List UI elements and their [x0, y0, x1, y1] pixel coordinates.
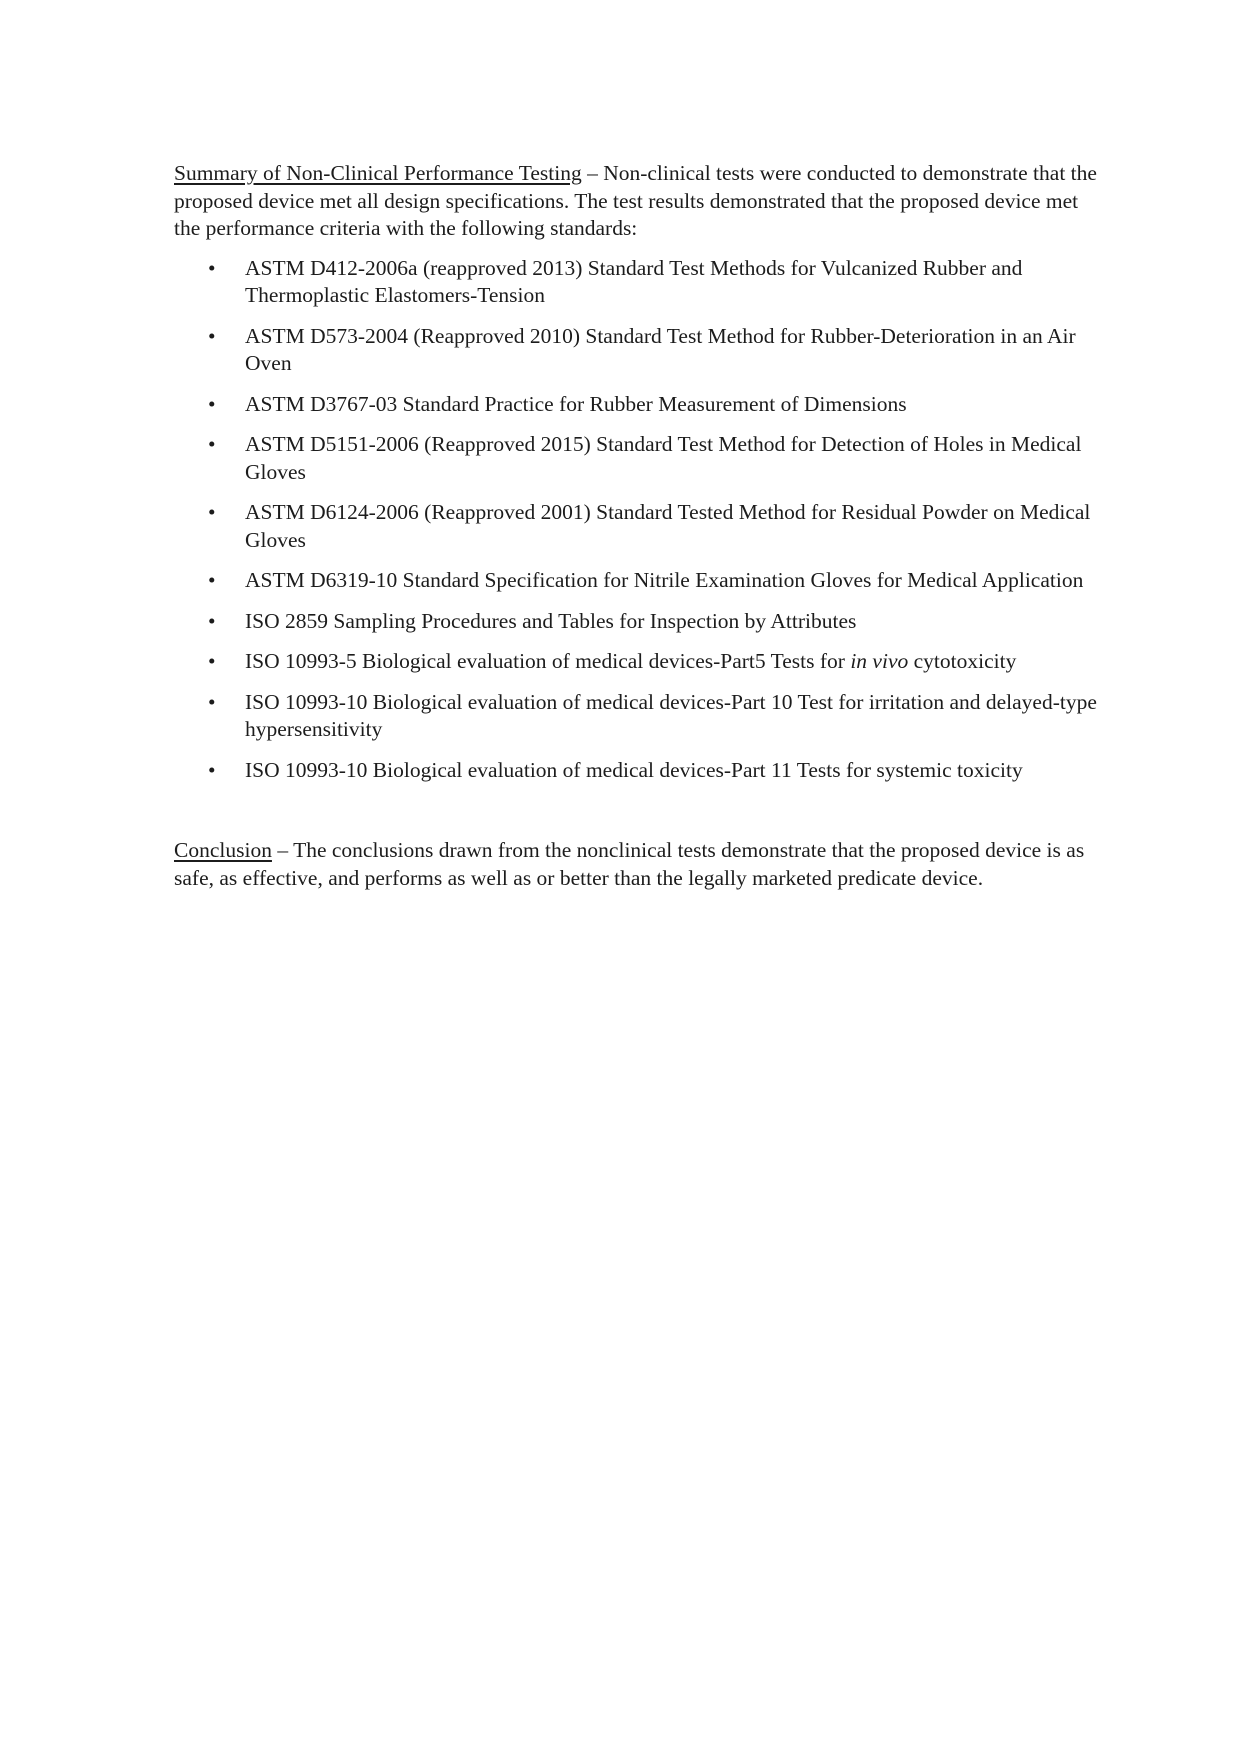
standard-text: ISO 10993-10 Biological evaluation of medical devices-Part 10 Test for irritation and delayed-type hypersensitivity — [245, 689, 1097, 741]
standard-text: cytotoxicity — [908, 649, 1017, 673]
summary-text: Non-clinical tests were conducted to demonstrate that the proposed device met all design specifications. The test results demonstrated that the proposed device met the performance criteria with the following standards: — [174, 161, 1097, 240]
bullet-icon: • — [208, 568, 216, 592]
list-item — [174, 567, 1104, 595]
bullet-icon: • — [208, 757, 216, 782]
summary-paragraph — [174, 160, 1104, 243]
standard-text: ASTM D6124-2006 (Reapproved 2001) Standard Tested Method for Residual Powder on Medical Gloves — [245, 500, 1091, 552]
summary-heading: Summary of Non-Clinical Performance Testing — [174, 161, 582, 185]
list-item — [174, 689, 1104, 744]
standard-text: ISO 10993-5 Biological evaluation of medical devices-Part5 Tests for — [245, 649, 851, 673]
bullet-icon: • — [208, 689, 216, 714]
list-item — [174, 323, 1104, 378]
standard-text: ASTM D3767-03 Standard Practice for Rubber Measurement of Dimensions — [245, 391, 907, 416]
bullet-icon: • — [208, 649, 216, 673]
standard-text-italic: in vivo — [850, 649, 909, 673]
list-item — [174, 431, 1104, 486]
conclusion-paragraph — [174, 837, 1104, 892]
standard-text: ASTM D412-2006a (reapproved 2013) Standard Test Methods for Vulcanized Rubber and Thermoplastic Elastomers-Tension — [245, 255, 1023, 307]
bullet-icon: • — [208, 608, 216, 633]
conclusion-dash: – — [271, 838, 294, 862]
standard-text: ASTM D573-2004 (Reapproved 2010) Standard Test Method for Rubber-Deterioration in an Air Oven — [245, 323, 1076, 375]
standard-text: ASTM D5151-2006 (Reapproved 2015) Standard Test Method for Detection of Holes in Medical Gloves — [245, 432, 1082, 484]
bullet-icon: • — [208, 255, 216, 280]
bullet-icon: • — [208, 432, 216, 456]
bullet-icon: • — [208, 500, 216, 524]
standard-text: ISO 2859 Sampling Procedures and Tables for Inspection by Attributes — [245, 608, 857, 633]
list-item — [174, 648, 1104, 676]
summary-dash: – — [581, 161, 604, 185]
bullet-icon: • — [208, 323, 216, 348]
conclusion-heading: Conclusion — [174, 838, 272, 862]
list-item — [174, 608, 1104, 636]
standards-list — [174, 255, 1104, 785]
list-item — [174, 391, 1104, 419]
conclusion-text: The conclusions drawn from the nonclinical tests demonstrate that the proposed device is as safe, as effective, and performs as well as or better than the legally marketed predicate device. — [174, 838, 1085, 890]
list-item — [174, 499, 1104, 554]
list-item — [174, 757, 1104, 785]
standard-text: ASTM D6319-10 Standard Specification for Nitrile Examination Gloves for Medical Application — [245, 568, 1084, 592]
standard-text: ISO 10993-10 Biological evaluation of medical devices-Part 11 Tests for systemic toxicity — [245, 757, 1023, 782]
bullet-icon: • — [208, 391, 216, 416]
list-item — [174, 255, 1104, 310]
document-page — [174, 160, 1104, 892]
